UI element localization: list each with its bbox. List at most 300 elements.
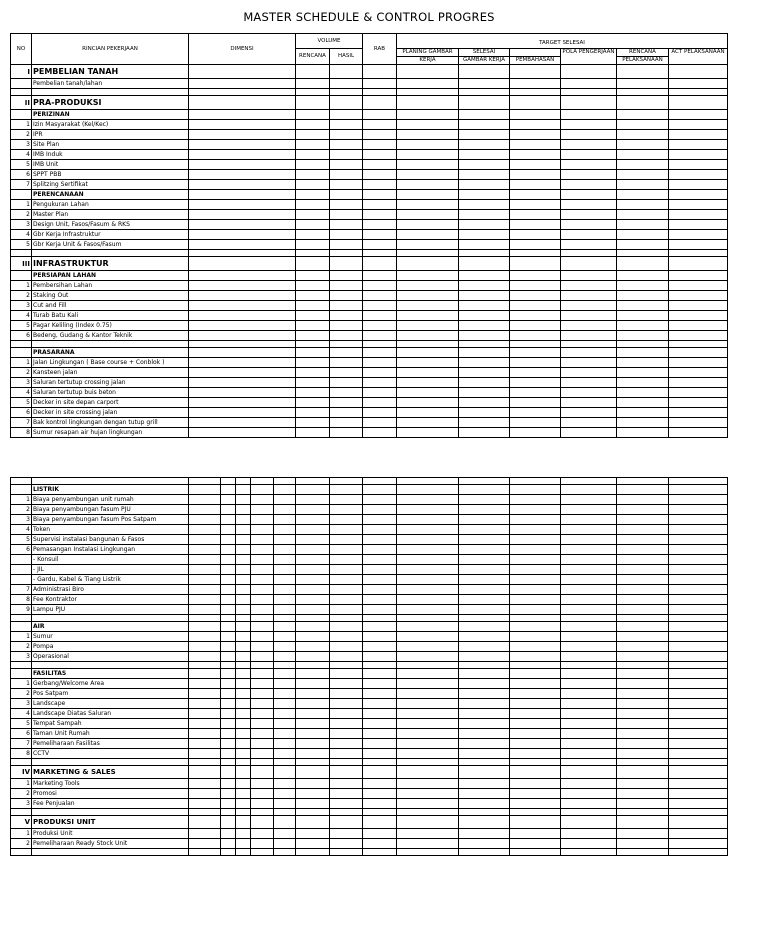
data-cell bbox=[330, 699, 363, 709]
data-cell bbox=[363, 321, 397, 331]
row-number: 3 bbox=[11, 378, 32, 388]
data-cell bbox=[561, 96, 617, 110]
data-cell bbox=[617, 341, 669, 348]
data-cell bbox=[274, 839, 296, 849]
data-cell bbox=[669, 505, 728, 515]
row-description: SPPT PBB bbox=[32, 170, 189, 180]
row-description: IMB Unit bbox=[32, 160, 189, 170]
data-cell bbox=[330, 170, 363, 180]
table-row bbox=[11, 816, 728, 829]
subsection-title: PRASARANA bbox=[32, 348, 189, 358]
data-cell bbox=[221, 739, 236, 749]
data-cell bbox=[330, 368, 363, 378]
data-cell bbox=[221, 575, 236, 585]
data-cell bbox=[669, 709, 728, 719]
data-cell bbox=[510, 809, 561, 816]
data-cell bbox=[363, 739, 397, 749]
data-cell bbox=[617, 250, 669, 257]
data-cell bbox=[296, 789, 330, 799]
data-cell bbox=[296, 632, 330, 642]
data-cell bbox=[459, 669, 510, 679]
data-cell bbox=[459, 545, 510, 555]
data-cell bbox=[189, 816, 221, 829]
row-number: 8 bbox=[11, 428, 32, 438]
table-row bbox=[11, 220, 728, 230]
data-cell bbox=[510, 585, 561, 595]
table-row bbox=[11, 515, 728, 525]
data-cell bbox=[561, 699, 617, 709]
data-cell bbox=[189, 341, 296, 348]
data-cell bbox=[510, 749, 561, 759]
data-cell bbox=[459, 130, 510, 140]
row-description: Bak kontrol lingkungan dengan tutup grill bbox=[32, 418, 189, 428]
data-cell bbox=[189, 555, 221, 565]
data-cell bbox=[363, 679, 397, 689]
data-cell bbox=[561, 809, 617, 816]
data-cell bbox=[617, 766, 669, 779]
data-cell bbox=[669, 669, 728, 679]
data-cell bbox=[363, 495, 397, 505]
data-cell bbox=[330, 809, 363, 816]
data-cell bbox=[561, 739, 617, 749]
data-cell bbox=[189, 200, 296, 210]
data-cell bbox=[510, 170, 561, 180]
data-cell bbox=[459, 368, 510, 378]
data-cell bbox=[561, 200, 617, 210]
row-number: 5 bbox=[11, 160, 32, 170]
data-cell bbox=[363, 368, 397, 378]
row-description: Site Plan bbox=[32, 140, 189, 150]
data-cell bbox=[296, 140, 330, 150]
data-cell bbox=[561, 321, 617, 331]
data-cell bbox=[397, 220, 459, 230]
row-description: Jalan Lingkungan ( Base course + Conblok ) bbox=[32, 358, 189, 368]
table-row bbox=[11, 240, 728, 250]
data-cell bbox=[236, 719, 251, 729]
data-cell bbox=[189, 311, 296, 321]
data-cell bbox=[236, 485, 251, 495]
data-cell bbox=[510, 535, 561, 545]
table-row bbox=[11, 257, 728, 271]
data-cell bbox=[459, 180, 510, 190]
data-cell bbox=[189, 535, 221, 545]
data-cell bbox=[561, 257, 617, 271]
data-cell bbox=[561, 555, 617, 565]
row-number: 6 bbox=[11, 331, 32, 341]
data-cell bbox=[561, 281, 617, 291]
data-cell bbox=[397, 388, 459, 398]
data-cell bbox=[561, 689, 617, 699]
data-cell bbox=[330, 565, 363, 575]
data-cell bbox=[363, 110, 397, 120]
data-cell bbox=[363, 622, 397, 632]
table-row bbox=[11, 358, 728, 368]
data-cell bbox=[236, 495, 251, 505]
data-cell bbox=[397, 150, 459, 160]
data-cell bbox=[363, 809, 397, 816]
row-number: 6 bbox=[11, 729, 32, 739]
data-cell bbox=[296, 271, 330, 281]
data-cell bbox=[189, 632, 221, 642]
table-row bbox=[11, 180, 728, 190]
data-cell bbox=[296, 816, 330, 829]
data-cell bbox=[274, 642, 296, 652]
data-cell bbox=[669, 759, 728, 766]
data-cell bbox=[236, 585, 251, 595]
data-cell bbox=[459, 428, 510, 438]
data-cell bbox=[189, 709, 221, 719]
data-cell bbox=[296, 709, 330, 719]
data-cell bbox=[669, 515, 728, 525]
data-cell bbox=[617, 301, 669, 311]
row-number: 2 bbox=[11, 642, 32, 652]
table-row bbox=[11, 565, 728, 575]
table-row bbox=[11, 689, 728, 699]
data-cell bbox=[236, 642, 251, 652]
data-cell bbox=[296, 809, 330, 816]
row-number: 6 bbox=[11, 170, 32, 180]
data-cell bbox=[363, 816, 397, 829]
data-cell bbox=[330, 418, 363, 428]
data-cell bbox=[189, 485, 221, 495]
data-cell bbox=[296, 311, 330, 321]
row-number: 3 bbox=[11, 699, 32, 709]
data-cell bbox=[251, 849, 274, 856]
data-cell bbox=[236, 849, 251, 856]
data-cell bbox=[221, 689, 236, 699]
data-cell bbox=[459, 418, 510, 428]
data-cell bbox=[274, 525, 296, 535]
subsection-title: PERENCANAAN bbox=[32, 190, 189, 200]
data-cell bbox=[561, 220, 617, 230]
data-cell bbox=[330, 749, 363, 759]
data-cell bbox=[617, 495, 669, 505]
data-cell bbox=[251, 605, 274, 615]
data-cell bbox=[397, 170, 459, 180]
data-cell bbox=[363, 749, 397, 759]
data-cell bbox=[397, 809, 459, 816]
data-cell bbox=[459, 230, 510, 240]
data-cell bbox=[510, 505, 561, 515]
data-cell bbox=[397, 505, 459, 515]
data-cell bbox=[189, 478, 221, 485]
data-cell bbox=[397, 699, 459, 709]
data-cell bbox=[274, 505, 296, 515]
data-cell bbox=[363, 849, 397, 856]
data-cell bbox=[397, 120, 459, 130]
data-cell bbox=[561, 180, 617, 190]
data-cell bbox=[330, 652, 363, 662]
data-cell bbox=[189, 789, 221, 799]
data-cell bbox=[561, 65, 617, 79]
data-cell bbox=[397, 408, 459, 418]
data-cell bbox=[296, 719, 330, 729]
row-description: Saluran tertutup buis beton bbox=[32, 388, 189, 398]
data-cell bbox=[561, 250, 617, 257]
table-row bbox=[11, 378, 728, 388]
data-cell bbox=[236, 505, 251, 515]
table-row bbox=[11, 210, 728, 220]
data-cell bbox=[397, 110, 459, 120]
data-cell bbox=[561, 341, 617, 348]
data-cell bbox=[561, 358, 617, 368]
section-title: PRODUKSI UNIT bbox=[32, 816, 189, 829]
data-cell bbox=[189, 525, 221, 535]
table-row bbox=[11, 739, 728, 749]
data-cell bbox=[669, 829, 728, 839]
data-cell bbox=[459, 759, 510, 766]
data-cell bbox=[330, 220, 363, 230]
row-number: 1 bbox=[11, 358, 32, 368]
data-cell bbox=[189, 759, 221, 766]
data-cell bbox=[397, 709, 459, 719]
table-row bbox=[11, 331, 728, 341]
data-cell bbox=[669, 749, 728, 759]
data-cell bbox=[669, 615, 728, 622]
data-cell bbox=[363, 250, 397, 257]
data-cell bbox=[561, 679, 617, 689]
row-description bbox=[32, 615, 189, 622]
data-cell bbox=[397, 485, 459, 495]
data-cell bbox=[251, 816, 274, 829]
data-cell bbox=[397, 291, 459, 301]
data-cell bbox=[221, 766, 236, 779]
data-cell bbox=[669, 595, 728, 605]
data-cell bbox=[330, 816, 363, 829]
data-cell bbox=[397, 615, 459, 622]
data-cell bbox=[274, 679, 296, 689]
row-description: Lampu PJU bbox=[32, 605, 189, 615]
data-cell bbox=[363, 79, 397, 89]
data-cell bbox=[330, 180, 363, 190]
row-number: 8 bbox=[11, 595, 32, 605]
data-cell bbox=[397, 271, 459, 281]
data-cell bbox=[363, 140, 397, 150]
data-cell bbox=[296, 65, 330, 79]
data-cell bbox=[617, 662, 669, 669]
data-cell bbox=[363, 130, 397, 140]
data-cell bbox=[510, 766, 561, 779]
table-row bbox=[11, 398, 728, 408]
data-cell bbox=[221, 535, 236, 545]
row-description: Staking Out bbox=[32, 291, 189, 301]
table-row bbox=[11, 281, 728, 291]
data-cell bbox=[274, 535, 296, 545]
data-cell bbox=[363, 505, 397, 515]
data-cell bbox=[510, 291, 561, 301]
data-cell bbox=[189, 605, 221, 615]
data-cell bbox=[236, 789, 251, 799]
data-cell bbox=[669, 408, 728, 418]
row-description: Pompa bbox=[32, 642, 189, 652]
data-cell bbox=[397, 779, 459, 789]
row-number: 6 bbox=[11, 408, 32, 418]
table-row bbox=[11, 545, 728, 555]
data-cell bbox=[251, 699, 274, 709]
section-number: II bbox=[11, 96, 32, 110]
data-cell bbox=[617, 749, 669, 759]
data-cell bbox=[617, 230, 669, 240]
data-cell bbox=[189, 418, 296, 428]
data-cell bbox=[561, 839, 617, 849]
data-cell bbox=[669, 545, 728, 555]
data-cell bbox=[330, 130, 363, 140]
data-cell bbox=[459, 749, 510, 759]
data-cell bbox=[363, 170, 397, 180]
data-cell bbox=[669, 250, 728, 257]
data-cell bbox=[459, 291, 510, 301]
data-cell bbox=[617, 709, 669, 719]
data-cell bbox=[221, 605, 236, 615]
data-cell bbox=[363, 839, 397, 849]
data-cell bbox=[330, 709, 363, 719]
data-cell bbox=[363, 257, 397, 271]
table-row bbox=[11, 789, 728, 799]
data-cell bbox=[236, 689, 251, 699]
table-row bbox=[11, 595, 728, 605]
data-cell bbox=[669, 525, 728, 535]
data-cell bbox=[189, 281, 296, 291]
data-cell bbox=[510, 220, 561, 230]
data-cell bbox=[617, 200, 669, 210]
data-cell bbox=[561, 495, 617, 505]
data-cell bbox=[617, 809, 669, 816]
row-description bbox=[32, 849, 189, 856]
section-number: III bbox=[11, 257, 32, 271]
data-cell bbox=[510, 301, 561, 311]
data-cell bbox=[397, 535, 459, 545]
data-cell bbox=[296, 585, 330, 595]
data-cell bbox=[296, 190, 330, 200]
data-cell bbox=[669, 418, 728, 428]
data-cell bbox=[561, 669, 617, 679]
section-title: PEMBELIAN TANAH bbox=[32, 65, 189, 79]
data-cell bbox=[330, 210, 363, 220]
row-description: Design Unit, Fasos/Fasum & RKS bbox=[32, 220, 189, 230]
row-description: Pagar Keliling (Index 0.75) bbox=[32, 321, 189, 331]
data-cell bbox=[296, 230, 330, 240]
data-cell bbox=[296, 250, 330, 257]
data-cell bbox=[189, 739, 221, 749]
data-cell bbox=[363, 555, 397, 565]
data-cell bbox=[561, 595, 617, 605]
header-no: NO bbox=[11, 34, 32, 65]
data-cell bbox=[296, 595, 330, 605]
data-cell bbox=[189, 408, 296, 418]
data-cell bbox=[296, 622, 330, 632]
data-cell bbox=[397, 331, 459, 341]
data-cell bbox=[459, 220, 510, 230]
data-cell bbox=[189, 348, 296, 358]
data-cell bbox=[510, 515, 561, 525]
data-cell bbox=[296, 699, 330, 709]
data-cell bbox=[669, 368, 728, 378]
data-cell bbox=[617, 642, 669, 652]
table-row bbox=[11, 140, 728, 150]
data-cell bbox=[251, 525, 274, 535]
data-cell bbox=[669, 331, 728, 341]
data-cell bbox=[617, 378, 669, 388]
data-cell bbox=[669, 200, 728, 210]
data-cell bbox=[221, 849, 236, 856]
data-cell bbox=[296, 565, 330, 575]
data-cell bbox=[459, 849, 510, 856]
data-cell bbox=[397, 96, 459, 110]
data-cell bbox=[617, 689, 669, 699]
data-cell bbox=[274, 816, 296, 829]
data-cell bbox=[236, 478, 251, 485]
data-cell bbox=[669, 311, 728, 321]
row-number bbox=[11, 190, 32, 200]
data-cell bbox=[459, 595, 510, 605]
table-row bbox=[11, 271, 728, 281]
data-cell bbox=[221, 829, 236, 839]
data-cell bbox=[221, 809, 236, 816]
data-cell bbox=[669, 849, 728, 856]
data-cell bbox=[330, 331, 363, 341]
data-cell bbox=[363, 709, 397, 719]
data-cell bbox=[459, 398, 510, 408]
data-cell bbox=[561, 632, 617, 642]
data-cell bbox=[189, 398, 296, 408]
data-cell bbox=[459, 485, 510, 495]
data-cell bbox=[561, 418, 617, 428]
data-cell bbox=[296, 398, 330, 408]
data-cell bbox=[397, 311, 459, 321]
data-cell bbox=[561, 428, 617, 438]
row-description: Fee Penjualan bbox=[32, 799, 189, 809]
data-cell bbox=[510, 378, 561, 388]
data-cell bbox=[221, 699, 236, 709]
section-number: V bbox=[11, 816, 32, 829]
row-number bbox=[11, 809, 32, 816]
data-cell bbox=[251, 515, 274, 525]
data-cell bbox=[251, 789, 274, 799]
data-cell bbox=[617, 545, 669, 555]
data-cell bbox=[189, 545, 221, 555]
data-cell bbox=[330, 615, 363, 622]
data-cell bbox=[510, 388, 561, 398]
header-selesai-2: GAMBAR KERJA bbox=[459, 57, 510, 65]
data-cell bbox=[296, 575, 330, 585]
data-cell bbox=[669, 130, 728, 140]
subsection-title: AIR bbox=[32, 622, 189, 632]
data-cell bbox=[669, 321, 728, 331]
data-cell bbox=[363, 669, 397, 679]
data-cell bbox=[561, 110, 617, 120]
data-cell bbox=[397, 555, 459, 565]
data-cell bbox=[236, 749, 251, 759]
data-cell bbox=[363, 652, 397, 662]
data-cell bbox=[617, 535, 669, 545]
data-cell bbox=[189, 120, 296, 130]
data-cell bbox=[330, 689, 363, 699]
data-cell bbox=[296, 130, 330, 140]
data-cell bbox=[617, 210, 669, 220]
data-cell bbox=[397, 799, 459, 809]
header-pola: POLA PENGERJAAN bbox=[561, 49, 617, 65]
data-cell bbox=[296, 341, 330, 348]
data-cell bbox=[510, 669, 561, 679]
data-cell bbox=[617, 515, 669, 525]
data-cell bbox=[459, 555, 510, 565]
data-cell bbox=[363, 240, 397, 250]
header-act: ACT PELAKSANAAN bbox=[669, 49, 728, 65]
table-row bbox=[11, 622, 728, 632]
data-cell bbox=[189, 839, 221, 849]
data-cell bbox=[274, 478, 296, 485]
data-cell bbox=[296, 525, 330, 535]
